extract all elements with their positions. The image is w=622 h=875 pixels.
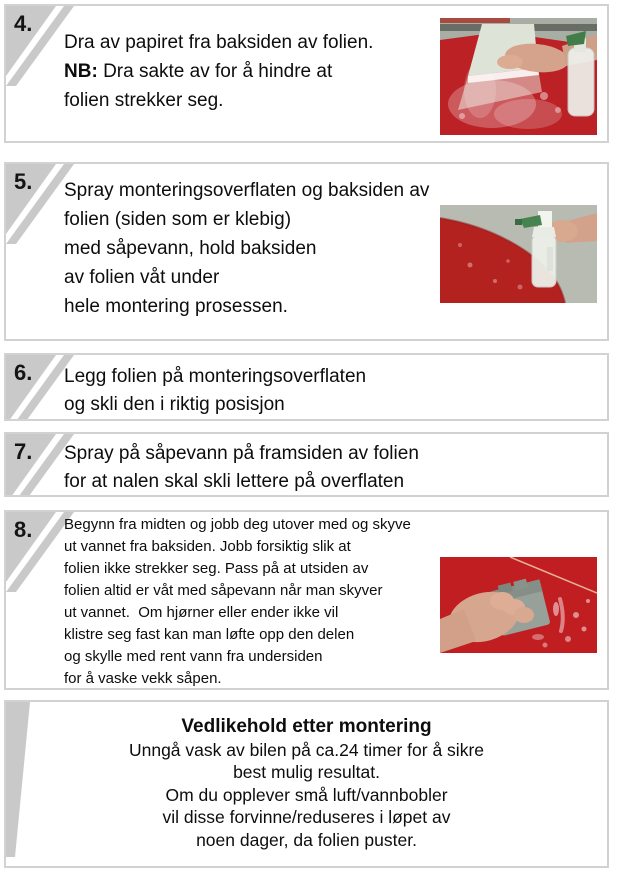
step-number: 8. [14,517,33,542]
photo-squeegee [440,557,597,653]
step-text [64,440,419,496]
step-card-6 [4,353,609,421]
maintenance-line: Unngå vask av bilen på ca.24 timer for å sikre [128,739,485,760]
step-text-line: ut vannet. Om hjørner eller ender ikke vil [64,604,339,621]
maintenance-line: noen dager, da folien puster. [196,829,417,850]
step-card-5 [4,162,609,341]
step-text [64,514,411,690]
step-text-line: Spray på såpevann på framsiden av folien [64,443,419,464]
maintenance-card [4,700,609,868]
step-text-line: folien ikke strekker seg. Pass på at utsiden av [64,560,369,577]
step-text [64,28,373,115]
step-text-line: Begynn fra midten og jobb deg utover med og skyve [64,516,411,533]
step-number: 7. [14,439,33,464]
photo-peel-backing [440,18,597,135]
maintenance-text [6,716,607,851]
step-text-line: Dra av papiret fra baksiden av folien. [64,32,374,53]
step-text-line: og skli den i riktig posisjon [64,394,285,415]
step-text-line: folien (siden som er klebig) [64,209,292,230]
step-card-8 [4,510,609,690]
maintenance-line: best mulig resultat. [233,762,380,782]
step-text [64,363,366,419]
maintenance-title: Vedlikehold etter montering [181,716,432,737]
nb-label: NB: [64,61,98,82]
step-text-line: Legg folien på monteringsoverflaten [64,366,367,387]
step-text-line: klistre seg fast kan man løfte opp den delen [64,626,355,643]
step-text-line: folien altid er våt med såpevann når man skyver [64,582,383,599]
step-text-line: Spray monteringsoverflaten og baksiden av [64,180,430,201]
step-text-line: av folien våt under [64,267,220,288]
step-card-4 [4,4,609,143]
step-text-line: og skylle med rent vann fra undersiden [64,648,323,665]
step-text [64,176,429,321]
step-number: 4. [14,11,33,36]
step-number: 6. [14,360,33,385]
step-text-line: for at nalen skal skli lettere på overflaten [64,471,405,492]
step-text-line: NB: Dra sakte av for å hindre at [64,61,333,82]
maintenance-line: vil disse forvinne/reduseres i løpet av [162,807,451,827]
step-card-7 [4,432,609,497]
step-text-line: folien strekker seg. [64,90,224,111]
step-text-line: med såpevann, hold baksiden [64,238,317,259]
photo-spray-panel [440,205,597,303]
step-text-line: for å vaske vekk såpen. [64,670,222,687]
step-number: 5. [14,169,33,194]
maintenance-line: Om du opplever små luft/vannbobler [165,784,448,805]
step-text-line: hele montering prosessen. [64,296,288,317]
step-text-line: ut vannet fra baksiden. Jobb forsiktig slik at [64,538,351,555]
